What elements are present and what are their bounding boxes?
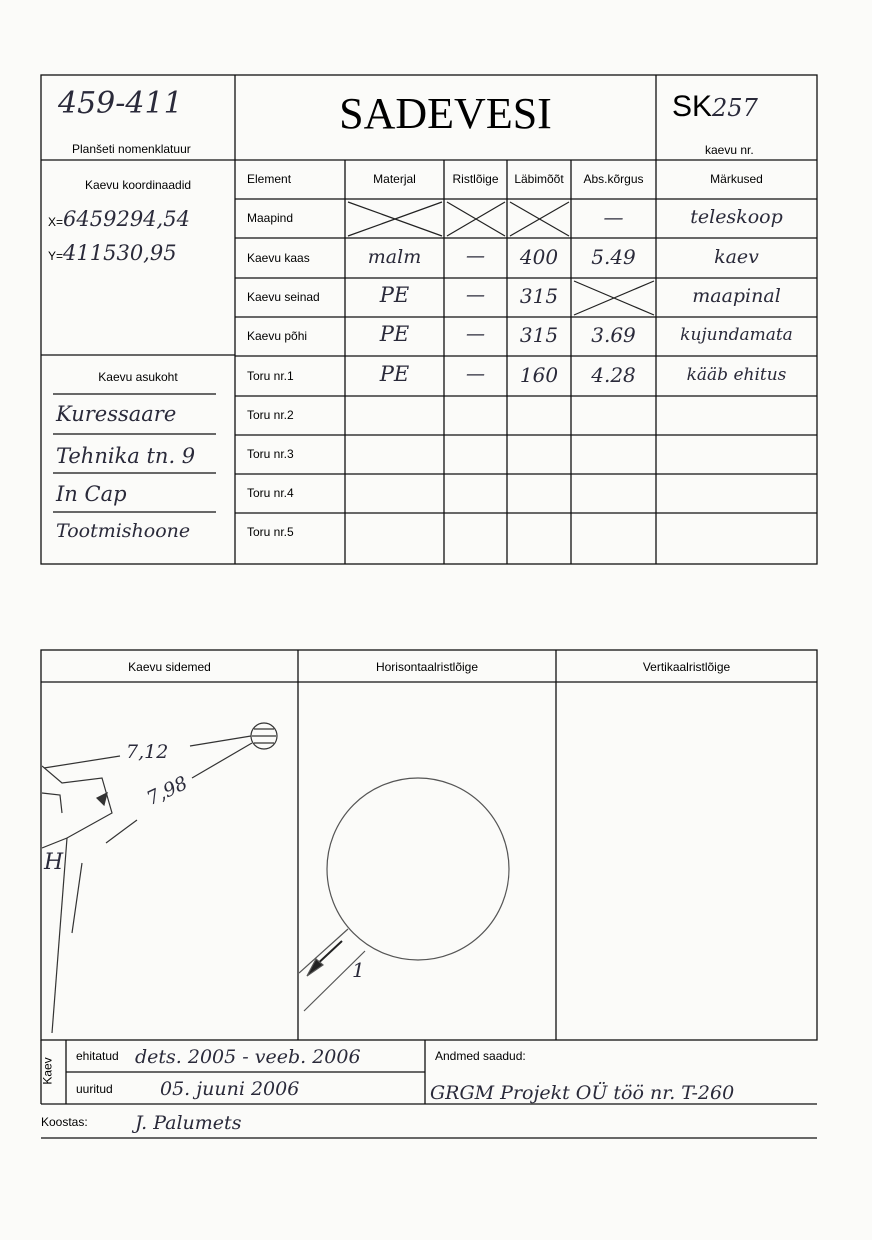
row-cross-section: — xyxy=(466,363,485,385)
distance-label-1: 7,12 xyxy=(126,741,169,763)
well-number-field xyxy=(672,90,758,124)
coord-x xyxy=(48,207,190,231)
location-label: Kaevu asukoht xyxy=(98,370,178,384)
row-abs: 5.49 xyxy=(591,245,636,269)
row-cross-section: — xyxy=(466,245,485,267)
row-material: PE xyxy=(379,322,410,346)
col-header-diameter: Läbimõõt xyxy=(514,172,564,186)
nomenclature-value: 459-411 xyxy=(58,86,183,121)
built-value: dets. 2005 - veeb. 2006 xyxy=(135,1046,361,1068)
row-remarks: teleskoop xyxy=(690,206,783,228)
row-cross-section: — xyxy=(466,284,485,306)
location-line-3: In Cap xyxy=(56,482,127,506)
built-label: ehitatud xyxy=(76,1049,119,1063)
compiled-value: J. Palumets xyxy=(135,1112,242,1134)
row-element: Toru nr.4 xyxy=(247,486,294,500)
row-diameter: 160 xyxy=(519,363,559,387)
col-header-remarks: Märkused xyxy=(710,172,763,186)
row-remarks: maapinal xyxy=(692,285,781,307)
structure-h-label: H xyxy=(44,850,64,875)
coord-y-prefix: Y= xyxy=(48,249,64,263)
location-line-4: Tootmishoone xyxy=(56,520,191,542)
distance-label-2: 7,98 xyxy=(143,772,191,810)
row-element: Kaevu põhi xyxy=(247,329,308,343)
col-header-element: Element xyxy=(247,172,292,186)
well-number-label: kaevu nr. xyxy=(705,143,754,157)
row-diameter: 400 xyxy=(519,245,559,269)
surveyed-label: uuritud xyxy=(76,1082,113,1096)
location-line-1: Kuressaare xyxy=(56,402,177,426)
well-links-sketch xyxy=(42,683,297,1039)
row-element: Kaevu kaas xyxy=(247,251,310,265)
col-header-cross-section: Ristlõige xyxy=(452,172,499,186)
well-side-label: Kaev xyxy=(40,1057,55,1085)
row-element: Maapind xyxy=(247,211,294,225)
row-material: PE xyxy=(379,283,410,307)
row-diameter: 315 xyxy=(519,323,559,347)
coord-x-prefix: X= xyxy=(48,215,64,229)
well-number: 257 xyxy=(712,94,758,122)
source-label: Andmed saadud: xyxy=(435,1049,526,1063)
row-abs: 4.28 xyxy=(591,363,636,387)
row-material: malm xyxy=(367,246,422,268)
row-remarks: kääb ehitus xyxy=(686,365,787,385)
row-element: Kaevu seinad xyxy=(247,290,320,304)
coordinates-label: Kaevu koordinaadid xyxy=(84,178,192,192)
pipe-number-label: 1 xyxy=(352,958,365,982)
well-prefix: SK xyxy=(672,90,713,123)
horizontal-section-sketch xyxy=(299,683,555,1039)
row-cross-section: — xyxy=(466,323,485,345)
links-header: Kaevu sidemed xyxy=(128,660,211,674)
col-header-abs-height: Abs.kõrgus xyxy=(583,172,644,186)
compiled-label: Koostas: xyxy=(41,1115,88,1129)
row-remarks: kaev xyxy=(714,246,759,268)
row-element: Toru nr.2 xyxy=(247,408,294,422)
location-line-2: Tehnika tn. 9 xyxy=(56,444,196,468)
row-diameter: 315 xyxy=(519,284,559,308)
source-value: GRGM Projekt OÜ töö nr. T-260 xyxy=(430,1082,735,1104)
row-element: Toru nr.1 xyxy=(247,369,294,383)
nomenclature-label: Planšeti nomenklatuur xyxy=(72,142,191,156)
coord-x-value: 6459294,54 xyxy=(63,207,190,231)
row-abs: — xyxy=(603,205,624,229)
horizontal-section-header: Horisontaalristlõige xyxy=(375,660,479,674)
row-remarks: kujundamata xyxy=(680,325,793,345)
coord-y-value: 411530,95 xyxy=(63,241,177,265)
page-title: SADEVESI xyxy=(339,89,552,138)
row-material: PE xyxy=(379,362,410,386)
row-element: Toru nr.5 xyxy=(247,525,294,539)
col-header-material: Materjal xyxy=(373,172,416,186)
surveyed-value: 05. juuni 2006 xyxy=(160,1078,300,1100)
coord-y xyxy=(48,241,177,265)
row-abs: 3.69 xyxy=(591,323,636,347)
vertical-section-header: Vertikaalristlõige xyxy=(642,660,731,674)
row-element: Toru nr.3 xyxy=(247,447,294,461)
